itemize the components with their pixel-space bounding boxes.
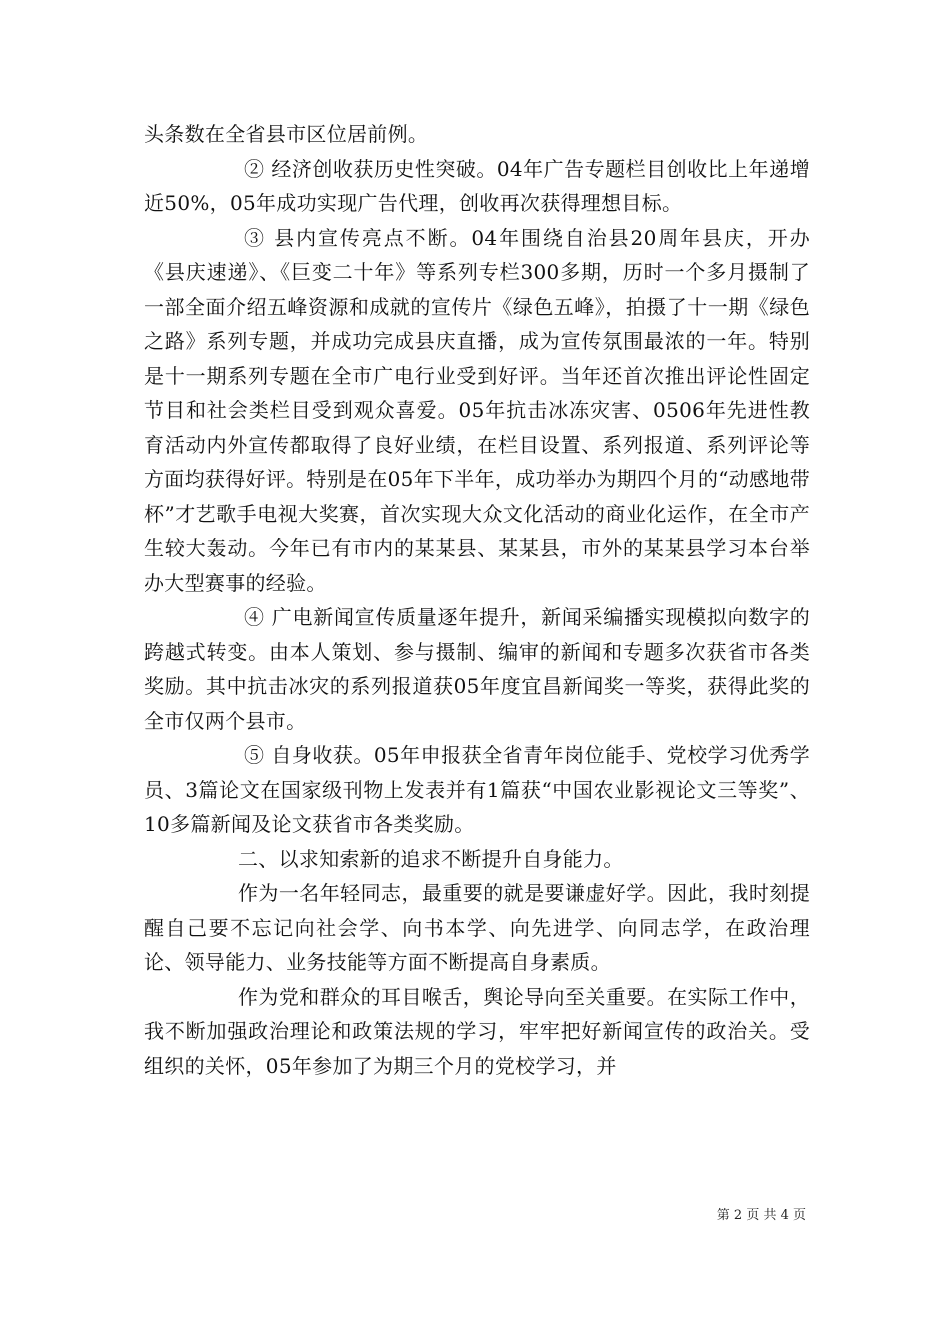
paragraph-learning: 作为一名年轻同志，最重要的就是要谦虚好学。因此，我时刻提醒自己要不忘记向社会学、向书本学、向先进学、向同志学，在政治理论、领导能力、业务技能等方面不断提高自身素质。 [144, 881, 810, 974]
paragraph-item-3: ③ 县内宣传亮点不断。04年围绕自治县20周年县庆，开办《县庆速递》、《巨变二十年》等系列专栏300多期，历时一个多月摄制了一部全面介绍五峰资源和成就的宣传片《绿色五峰》，拍摄了十一期《绿色之路》系列专题，并成功完成县庆直播，成为宣传氛围最浓的一年。特别是十一期系列专题在全市广电行业受到好评。当年还首次推出评论性固定节目和社会类栏目受到观众喜爱。05年抗击冰冻灾害、0506年先进性教育活动内外宣传都取得了良好业绩，在栏目设置、系列报道、系列评论等方面均获得好评。特别是在05年下半年，成功举办为期四个月的“动感地带杯”才艺歌手电视大奖赛，首次实现大众文化活动的商业化运作，在全市产生较大轰动。今年已有市内的某某县、某某县，市外的某某县学习本台举办大型赛事的经验。 [144, 225, 810, 595]
paragraph-item-2: ② 经济创收获历史性突破。04年广告专题栏目创收比上年递增近50%，05年成功实现广告代理，创收再次获得理想目标。 [144, 156, 810, 215]
page-number-footer: 第 2 页 共 4 页 [716, 1208, 806, 1223]
paragraph-item-4: ④ 广电新闻宣传质量逐年提升，新闻采编播实现模拟向数字的跨越式转变。由本人策划、参与摄制、编审的新闻和专题多次获省市各类奖励。其中抗击冰灾的系列报道获05年度宜昌新闻奖一等奖，获得此奖的全市仅两个县市。 [144, 605, 810, 733]
document-body [144, 117, 810, 1083]
section-heading-2: 二、以求知索新的追求不断提升自身能力。 [238, 846, 624, 871]
paragraph-continuation: 头条数在全省县市区位居前例。 [144, 122, 429, 146]
paragraph-item-5: ⑤ 自身收获。05年申报获全省青年岗位能手、党校学习优秀学员、3篇论文在国家级刊物上发表并有1篇获“中国农业影视论文三等奖”、10多篇新闻及论文获省市各类奖励。 [144, 743, 810, 836]
paragraph-guidance: 作为党和群众的耳目喉舌，舆论导向至关重要。在实际工作中，我不断加强政治理论和政策法规的学习，牢牢把好新闻宣传的政治关。受组织的关怀，05年参加了为期三个月的党校学习，并 [144, 984, 810, 1078]
